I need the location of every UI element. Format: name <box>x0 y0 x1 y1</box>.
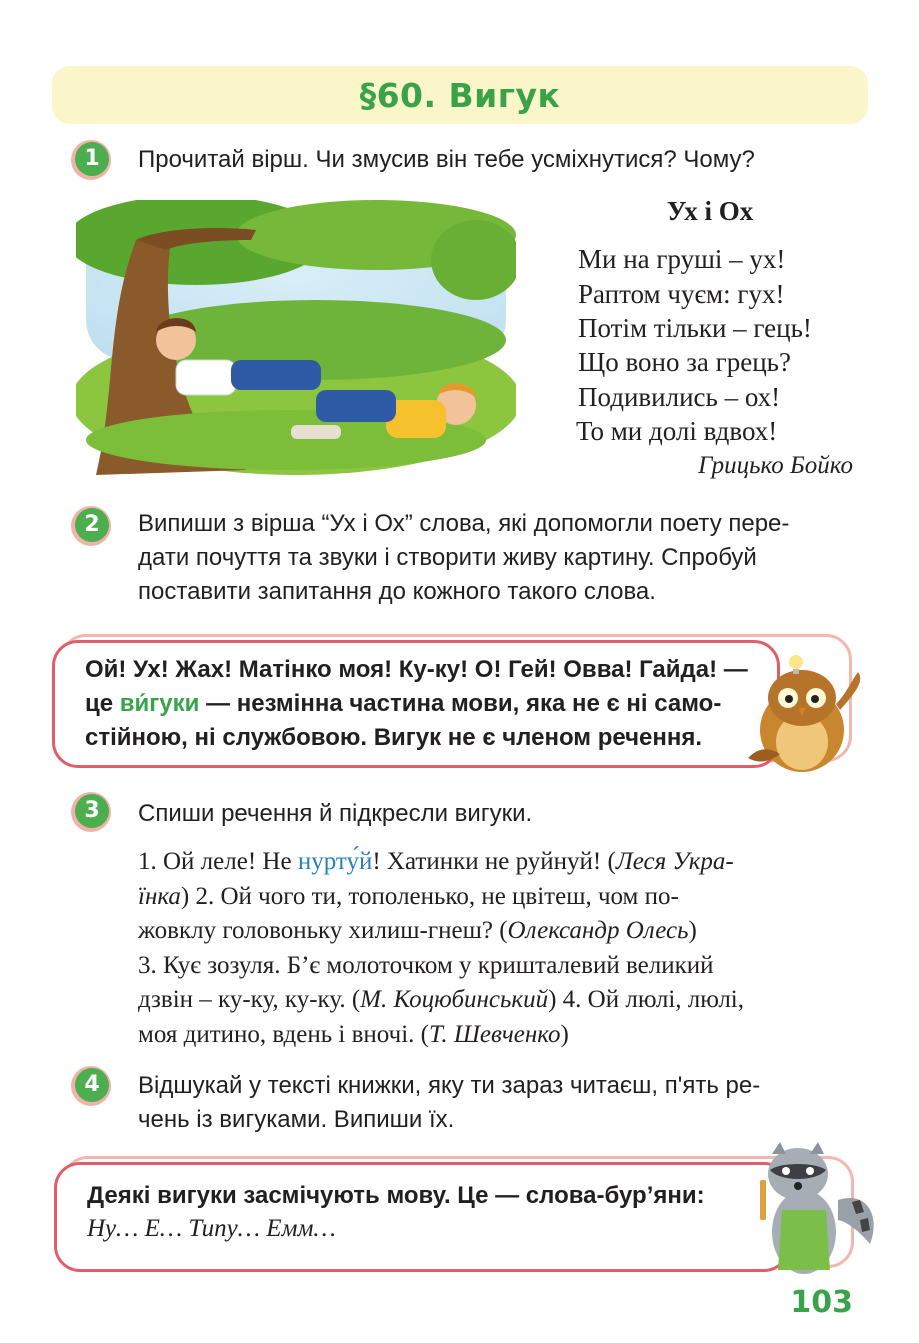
page-number: 103 <box>790 1285 853 1320</box>
weed-words-examples: Ну… Е… Типу… Емм… <box>87 1215 336 1242</box>
poem-line: Ми на груші – ух! <box>578 244 786 274</box>
sentence-text: ! Хатинки не руйнуй! ( <box>372 848 616 875</box>
task3-instruction: Спиши речення й підкресли вигуки. <box>138 800 533 827</box>
poem-line: Подивились – ох! <box>578 382 781 412</box>
poem-line: Потім тільки – гець! <box>578 313 812 343</box>
task2-text <box>138 507 858 609</box>
sentence-text: ) 2. Ой чого ти, тополенько, не цвітеш, чом по- <box>180 882 679 910</box>
task-number: 4 <box>75 1068 109 1102</box>
task-number: 3 <box>75 794 109 828</box>
source-author: М. Коцюбинський <box>360 986 549 1013</box>
source-author: їнка <box>138 882 181 910</box>
rule2-line: Деякі вигуки засмічують мову. Це — слова-бур’яни: <box>87 1182 705 1209</box>
task-number-badge-2 <box>71 506 111 546</box>
source-author: Т. Шевченко <box>428 1020 561 1048</box>
sentence-text: ) <box>560 1020 569 1048</box>
highlighted-word: нурту́й <box>297 848 373 875</box>
task4-line: Відшукай у тексті книжки, яку ти зараз читаєш, п'ять ре- <box>138 1072 761 1099</box>
rule1-line: Ой! Ух! Жах! Матінко моя! Ку-ку! О! Гей! Овва! Гайда! — <box>85 656 748 683</box>
rule1-text: — незмінна частина мови, яка не є ні само- <box>199 690 722 717</box>
task-number: 2 <box>75 508 109 542</box>
rule1-line <box>85 687 721 721</box>
sentence-text: 1. Ой леле! Не <box>138 848 298 875</box>
poem-line: Раптом чуєм: гух! <box>578 279 785 309</box>
poem-line: То ми долі вдвох! <box>576 416 778 446</box>
sentence-line <box>138 914 856 949</box>
source-author: Олександр Олесь <box>507 917 689 944</box>
task-number-badge-4 <box>71 1066 111 1106</box>
sentence-text: моя дитино, вдень і вночі. ( <box>138 1020 429 1048</box>
sentence-line <box>138 880 856 915</box>
task3-sentences <box>138 845 856 1052</box>
task2-line: дати почуття та звуки і створити живу картину. Спробуй <box>138 544 757 571</box>
rule1-line: стійною, ні службовою. Вигук не є членом речення. <box>85 724 703 751</box>
task2-line: Випиши з вірша “Ух і Ох” слова, які допомогли поету пере- <box>138 510 790 537</box>
task2-line: поставити запитання до кожного такого слова. <box>138 578 656 605</box>
sentence-line <box>138 1018 856 1053</box>
poem-title: Ух і Ох <box>666 196 754 226</box>
sentence-line <box>138 983 856 1018</box>
task4-line: чень із вигуками. Випиши їх. <box>138 1106 455 1133</box>
task-number-badge-3 <box>71 792 111 832</box>
rule-box-weed-words <box>54 1162 790 1272</box>
term-interjections: ви́гуки <box>119 690 200 717</box>
task4-text <box>138 1069 858 1137</box>
page-title: §60. Вигук <box>359 76 561 115</box>
task-number-badge-1 <box>71 140 111 180</box>
sentence-text: ) <box>688 917 697 944</box>
rule1-text: це <box>85 690 120 717</box>
sentence-text: жовклу головоньку хилиш-гнеш? ( <box>138 917 508 944</box>
sentence-text: ) 4. Ой люлі, люлі, <box>548 986 745 1013</box>
title-banner <box>52 66 868 124</box>
sentence-line: 3. Кує зозуля. Б’є молоточком у кришталевий великий <box>138 951 714 979</box>
poem-line: Що воно за грець? <box>578 347 791 377</box>
poem-author: Грицько Бойко <box>698 452 853 479</box>
task1-instruction: Прочитай вірш. Чи змусив він тебе усміхнутися? Чому? <box>138 146 755 173</box>
task-number: 1 <box>75 142 109 176</box>
owl-illustration <box>740 650 872 780</box>
sentence-line <box>138 845 856 880</box>
source-author: Леся Укра- <box>615 848 734 875</box>
raccoon-illustration <box>752 1140 882 1280</box>
boys-under-tree-illustration <box>76 200 516 475</box>
rule-box-interjection <box>52 640 780 768</box>
sentence-text: дзвін – ку-ку, ку-ку. ( <box>138 986 361 1013</box>
